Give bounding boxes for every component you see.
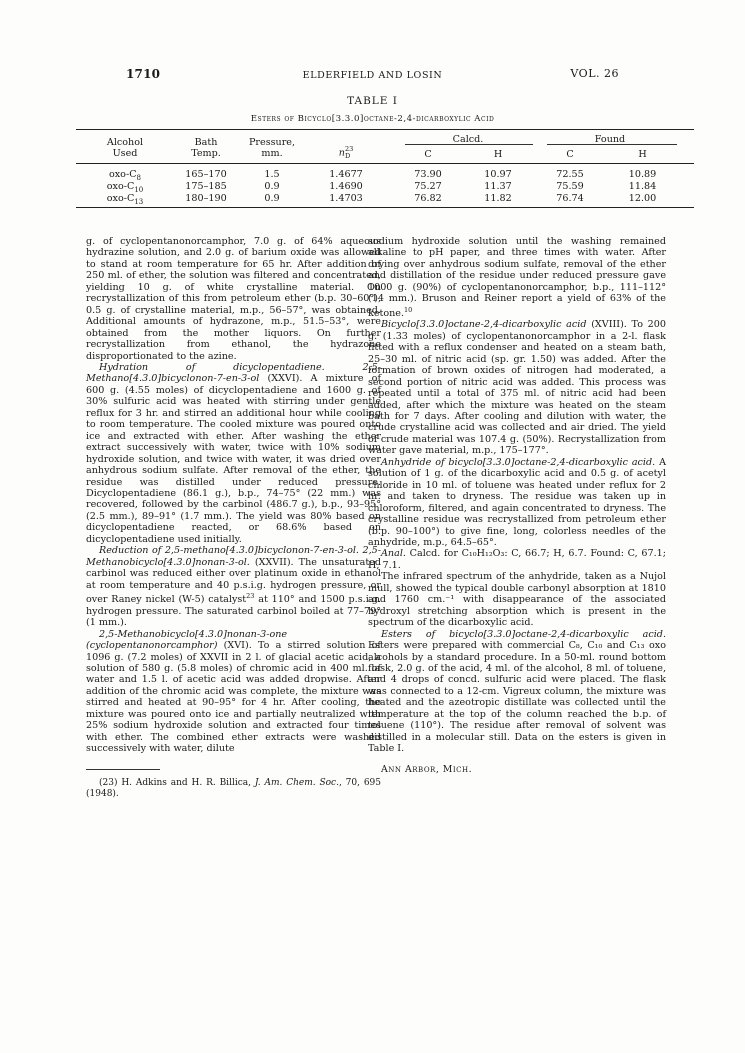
paragraph bbox=[368, 457, 666, 549]
found-rule bbox=[547, 144, 677, 145]
section-title: Reduction of 2,5-methano[4.3.0]bicyclonon-7-en-3-ol. 2,5-Methanobicyclo[4.3.0]nonan-3-ol. bbox=[86, 545, 381, 568]
paragraph: g. of cyclopentanonorcamphor, 7.0 g. of 64% aqueous hydrazine solution, and 2.0 g. of barium oxide was allowed to stand at room temperature for 65 hr. After addition of 250 ml. of ether, the solution was filtered and concentrated, yielding 10 g. of white crystalline material. On recrystallization of this from petroleum ether (b.p. 30–60°), 0.5 g. of crystalline material, m.p., 56–57°, was obtained. Additional amounts of hydrazone, m.p., 51.5–53°, were obtained from the mother liquors. On further recrystallization from ethanol, the hydrazone disproportionated to the azine. bbox=[86, 236, 381, 362]
header-bath-temp bbox=[170, 137, 242, 159]
header-pressure bbox=[242, 137, 302, 159]
alcohol-prefix: oxo-C bbox=[106, 193, 135, 204]
cell-calc-h: 11.37 bbox=[484, 181, 512, 192]
header-pressure-line2: mm. bbox=[261, 148, 283, 159]
cell-calc-h: 10.97 bbox=[484, 169, 512, 180]
table-top-rule bbox=[76, 129, 694, 130]
table-title: TABLE I bbox=[347, 95, 398, 107]
paragraph-body: (XVI). To a stirred solution of 1096 g. (7.2 moles) of XXVII in 2 l. of glacial acetic acid, a solution of 580 g. (5.8 moles) of chromic acid in 400 ml. of water and 1.5 l. of acetic acid was added dropwise. After addition of the chromic acid was complete, the mixture was stirred and heated at 90–95° for 4 hr. After cooling, the mixture was poured onto ice and partially neutralized with 25% sodium hydroxide solution and extracted four times with ether. The combined ether extracts were washed successively with water, dilute bbox=[86, 640, 381, 755]
header-calcd-c: C bbox=[424, 149, 432, 160]
volume-label: VOL. 26 bbox=[570, 67, 619, 80]
cell-nd: 1.4703 bbox=[329, 193, 363, 204]
cell-alcohol bbox=[80, 193, 170, 208]
cell-pressure: 0.9 bbox=[264, 193, 280, 204]
paragraph-body: at 110° and 1500 p.s.i.g. hydrogen pressure. The saturated carbinol boiled at 77–79° (1 mm.). bbox=[86, 594, 382, 629]
cell-bath: 175–185 bbox=[185, 181, 227, 192]
paragraph bbox=[86, 545, 381, 628]
table-caption: Esters of Bicyclo[3.3.0]octane-2,4-dicarboxylic Acid bbox=[250, 114, 495, 124]
section-title: Hydration of dicyclopentadiene. 2,5-Methano[4.3.0]bicyclonon-7-en-3-ol bbox=[86, 361, 381, 385]
paragraph bbox=[86, 629, 381, 755]
paragraph bbox=[368, 319, 666, 456]
calcd-rule bbox=[405, 144, 533, 145]
header-found-c: C bbox=[566, 149, 574, 160]
section-title: Anhydride of bicyclo[3.3.0]octane-2,4-dicarboxylic acid. bbox=[381, 456, 656, 468]
header-alcohol-line1: Alcohol bbox=[106, 137, 144, 148]
alcohol-subscript: 13 bbox=[134, 197, 144, 206]
running-title: ELDERFIELD AND LOSIN bbox=[302, 70, 443, 81]
header-nd-symbol: n bbox=[338, 147, 345, 159]
header-alcohol-line2: Used bbox=[112, 148, 138, 159]
header-nd-subscript: D bbox=[344, 152, 351, 160]
paragraph bbox=[368, 236, 666, 319]
cell-found-h: 12.00 bbox=[628, 193, 657, 204]
footnote-journal: J. Am. Chem. Soc. bbox=[254, 777, 339, 788]
footnote-rule bbox=[86, 769, 160, 770]
paragraph: The infrared spectrum of the anhydride, taken as a Nujol mull, showed the typical double carbonyl absorption at 1810 and 1760 cm.⁻¹ with disappearance of the associated hydroxyl stretching absorption which is present in the spectrum of the dicarboxylic acid. bbox=[368, 571, 666, 629]
cell-pressure: 1.5 bbox=[264, 169, 280, 180]
header-found-h: H bbox=[638, 149, 647, 160]
footnote bbox=[86, 778, 381, 800]
header-bath-line1: Bath bbox=[194, 137, 218, 148]
cell-found-c: 76.74 bbox=[556, 193, 584, 204]
footnote-text: (23) H. Adkins and H. R. Billica, bbox=[99, 777, 255, 788]
alcohol-subscript: 10 bbox=[134, 185, 144, 194]
paragraph-body: sodium hydroxide solution until the washing remained alkaline to pH paper, and three times with water. After drying over anhydrous sodium sulfate, removal of the ether and distillation of the residue under reduced pressure gave 1000 g. (90%) of cyclopentanonorcamphor, b.p., 111–112° (14 mm.). Bruson and Reiner report a yield of 63% of the ketone. bbox=[368, 236, 666, 319]
header-found: Found bbox=[594, 134, 626, 145]
cell-found-h: 11.84 bbox=[628, 181, 657, 192]
alcohol-prefix: oxo-C bbox=[106, 181, 135, 192]
paragraph-body: (XXVI). A mixture of 600 g. (4.55 moles) of dicyclopentadiene and 1600 g. of 30% sulfuric acid was heated with stirring under gentle reflux for 3 hr. and stirred an additional hour while cooling to room temperature. The cooled mixture was poured onto ice and extracted with ether. After washing the ether extract successively with water, twice with 10% sodium hydroxide solution, and twice with water, it was dried over anhydrous sodium sulfate. After removal of the ether, the residue was distilled under reduced pressure. Dicyclopentadiene (86.1 g.), b.p., 74–75° (22 mm.) was recovered, followed by the carbinol (486.7 g.), b.p., 93–95° (2.5 mm.), 89–91° (1.7 mm.). The yield was 80% based on dicyclopentadiene reacted, or 68.6% based on dicyclopentadiene used initially. bbox=[86, 373, 381, 545]
header-calcd-h: H bbox=[493, 149, 503, 160]
page-number: 1710 bbox=[126, 67, 161, 81]
footnote-text: , 70, 695 (1948). bbox=[86, 777, 381, 799]
cell-found-c: 75.59 bbox=[556, 181, 584, 192]
alcohol-subscript: 8 bbox=[136, 173, 141, 182]
cell-bath: 165–170 bbox=[185, 169, 227, 180]
paragraph bbox=[86, 362, 381, 545]
cell-bath: 180–190 bbox=[185, 193, 227, 204]
header-refractive-index bbox=[316, 146, 376, 160]
table-bottom-rule bbox=[76, 207, 694, 208]
cell-calc-h: 11.82 bbox=[484, 193, 512, 204]
paragraph-body: Esters were prepared with commercial C₈, C₁₀ and C₁₃ oxo alcohols by a standard procedure. In a 50-ml. round bottom flask, 2.0 g. of the acid, 4 ml. of the alcohol, 8 ml. of toluene, and 4 drops of concd. sulfuric acid were placed. The flask was connected to a 12-cm. Vigreux column, the mixture was heated and the azeotropic distillate was collected until the temperature at the top of the column reached the b.p. of toluene (110°). The residue after removal of solvent was distilled in a molecular still. Data on the esters is given in Table I. bbox=[368, 640, 666, 755]
section-title: 2,5-Methanobicyclo[4.3.0]nonan-3-one (cyclopentanonorcamphor) bbox=[86, 628, 288, 652]
section-title: Anal. bbox=[381, 548, 406, 560]
footnote-ref: 23 bbox=[246, 592, 255, 601]
alcohol-prefix: oxo-C bbox=[108, 169, 137, 180]
header-nd-superscript: 23 bbox=[344, 145, 354, 153]
cell-nd: 1.4677 bbox=[329, 169, 363, 180]
paragraph-body: (XVIII). To 200 g. (1.33 moles) of cyclopentanonorcamphor in a 2-l. flask fitted with a reflux condenser and heated on a steam bath, 25–30 ml. of nitric acid (sp. gr. 1.50) was added. After the formation of brown oxides of nitrogen had moderated, a second portion of nitric acid was added. This process was repeated until a total of 375 ml. of nitric acid had been added, after which the mixture was heated on the steam bath for 7 days. After cooling and dilution with water, the crude crystalline acid was collected and air dried. The yield of crude material was 107.4 g. (50%). Recrystallization from water gave material, m.p., 175–177°. bbox=[368, 319, 666, 457]
cell-nd: 1.4690 bbox=[329, 181, 363, 192]
header-pressure-line1: Pressure, bbox=[248, 137, 296, 148]
footnote-ref: 10 bbox=[404, 305, 413, 314]
paragraph bbox=[368, 548, 666, 571]
cell-pressure: 0.9 bbox=[264, 181, 280, 192]
left-column bbox=[86, 236, 381, 800]
affiliation-signature: Ann Arbor, Mich. bbox=[381, 763, 473, 775]
paragraph bbox=[368, 629, 666, 755]
header-bath-line2: Temp. bbox=[191, 148, 221, 159]
header-alcohol bbox=[80, 137, 170, 159]
cell-calc-c: 73.90 bbox=[414, 169, 442, 180]
table-header-rule bbox=[76, 163, 694, 164]
section-title: Esters of bicyclo[3.3.0]octane-2,4-dicarboxylic acid. bbox=[381, 628, 666, 640]
section-title: Bicyclo[3.3.0]octane-2,4-dicarboxylic acid bbox=[381, 319, 587, 331]
cell-calc-c: 75.27 bbox=[414, 181, 442, 192]
paragraph-body: Calcd. for C₁₀H₁₂O₃: C, 66.7; H, 6.7. Found: C, 67.1; H, 7.1. bbox=[368, 548, 666, 571]
cell-found-h: 10.89 bbox=[628, 169, 657, 180]
header-calcd: Calcd. bbox=[452, 134, 484, 145]
cell-calc-c: 76.82 bbox=[414, 193, 442, 204]
paragraph-body: (XXVII). The unsaturated carbinol was reduced either over platinum oxide in ethanol at room temperature and 40 p.s.i.g. hydrogen pressure, or over Raney nickel (W-5) catalyst bbox=[86, 556, 381, 606]
cell-found-c: 72.55 bbox=[556, 169, 584, 180]
right-column bbox=[368, 236, 666, 775]
paragraph-body: A solution of 1 g. of the dicarboxylic acid and 0.5 g. of acetyl chloride in 10 ml. of toluene was heated under reflux for 2 hr. and taken to dryness. The residue was taken up in chloroform, filtered, and again concentrated to dryness. The crystalline residue was recrystallized from petroleum ether (b.p. 90–100°) to give fine, long, colorless needles of the anhydride, m.p., 64.5–65°. bbox=[368, 456, 667, 548]
